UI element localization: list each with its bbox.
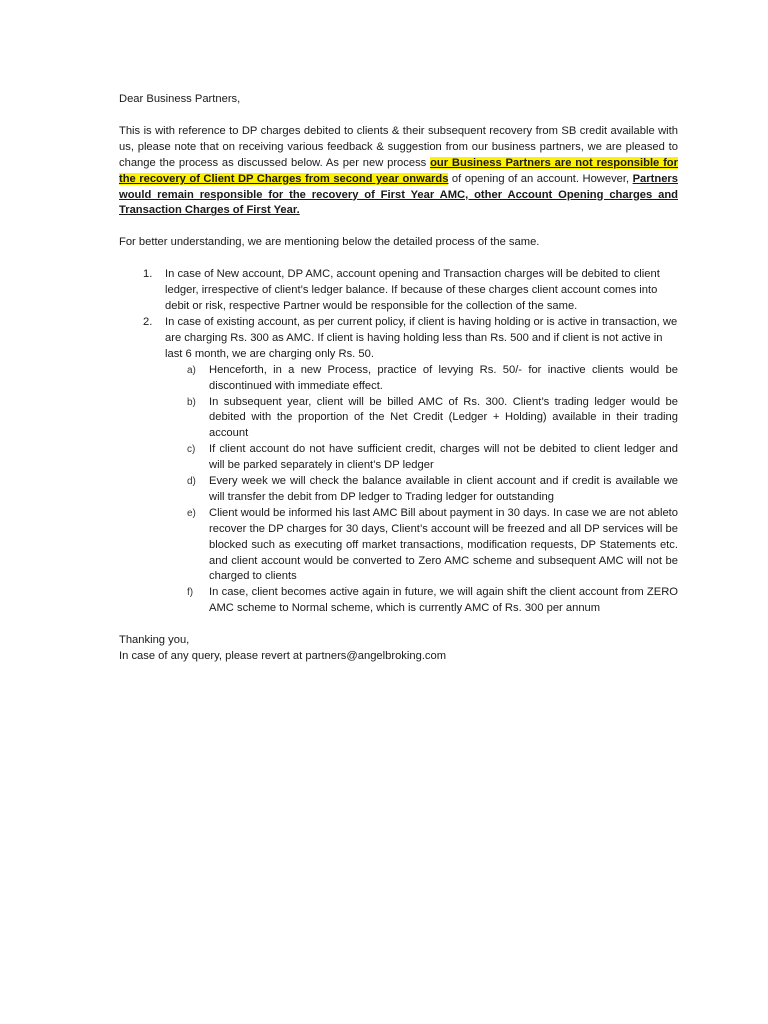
responsibility-notice: Partners would remain responsible for the recovery of First Year AMC, other Account Opening charges and Transaction Charges of First Year. xyxy=(119,172,678,217)
list-item-text: In case of existing account, as per current policy, if client is having holding or is active in transaction, we are charging Rs. 300 as AMC. If client is having holding less than Rs. 500 and if client is not active in last 6 month, we are charging only Rs. 50. xyxy=(165,315,678,360)
sub-list-letter: d) xyxy=(187,476,196,488)
sub-process-list xyxy=(119,363,678,618)
sub-list-item-text: Henceforth, in a new Process, practice of levying Rs. 50/- for inactive clients would be discontinued with immediate effect. xyxy=(209,363,678,392)
sub-list-item xyxy=(119,585,678,617)
sub-list-item-text: In case, client becomes active again in future, we will again shift the client account from ZERO AMC scheme to Normal scheme, which is currently AMC of Rs. 300 per annum xyxy=(209,586,678,615)
sub-list-item xyxy=(119,442,678,474)
sub-list-letter: b) xyxy=(187,396,196,408)
intro-text-continued: of opening of an account. However, xyxy=(448,172,633,185)
process-list xyxy=(119,267,678,362)
sub-list-item-text: In subsequent year, client will be billed AMC of Rs. 300. Client’s trading ledger would be debited with the proportion of the Net Credit (Ledger + Holding) available in their trading account xyxy=(209,395,678,440)
sub-list-item xyxy=(119,474,678,506)
intro-text: This is with reference to DP charges debited to clients & their subsequent recovery from SB credit available with us, please note that on receiving various feedback & suggestion from our business partners, we are pleased to change the process as discussed below. As per new process xyxy=(119,124,678,169)
spacer xyxy=(119,617,678,633)
list-item-text: In case of New account, DP AMC, account opening and Transaction charges will be debited to client ledger, irrespective of client’s ledger balance. If because of these charges client account comes into debit or risk, respective Partner would be responsible for the collection of the same. xyxy=(165,268,660,313)
salutation: Dear Business Partners, xyxy=(119,93,241,105)
closing-line: Thanking you, xyxy=(119,634,190,647)
sub-list-letter: c) xyxy=(187,444,196,456)
spacer xyxy=(119,219,678,235)
highlighted-notice: our Business Partners are not responsible for the recovery of Client DP Charges from second year onwards xyxy=(119,156,678,185)
list-number: 2. xyxy=(143,315,153,328)
sub-list-letter: e) xyxy=(187,507,196,519)
sub-list-item-text: Client would be informed his last AMC Bill about payment in 30 days. In case we are not ableto recover the DP charges for 30 days, Client’s account will be freezed and all DP services will be blocked such as executing off market transactions, modification requests, DP Statements etc. and client account would be converted to Zero AMC scheme and subsequent AMC will not be charged to clients xyxy=(209,506,678,583)
sub-list-item xyxy=(119,506,678,586)
spacer xyxy=(119,251,678,267)
sub-list-item xyxy=(119,395,678,443)
sub-list-letter: f) xyxy=(187,587,194,599)
understanding-line: For better understanding, we are mentioning below the detailed process of the same. xyxy=(119,236,540,249)
spacer xyxy=(119,108,678,124)
list-item xyxy=(119,315,678,363)
sub-list-item xyxy=(119,363,678,395)
query-line: In case of any query, please revert at partners@angelbroking.com xyxy=(119,650,447,663)
list-item xyxy=(119,267,678,315)
list-number: 1. xyxy=(143,268,153,281)
sub-list-item-text: Every week we will check the balance available in client account and if credit is available we will transfer the debit from DP ledger to Trading ledger for outstanding xyxy=(209,475,678,503)
sub-list-letter: a) xyxy=(187,364,196,376)
intro-paragraph xyxy=(119,124,678,219)
sub-list-item-text: If client account do not have sufficient credit, charges will not be debited to client ledger and will be parked separately in client’s DP ledger xyxy=(209,443,678,472)
